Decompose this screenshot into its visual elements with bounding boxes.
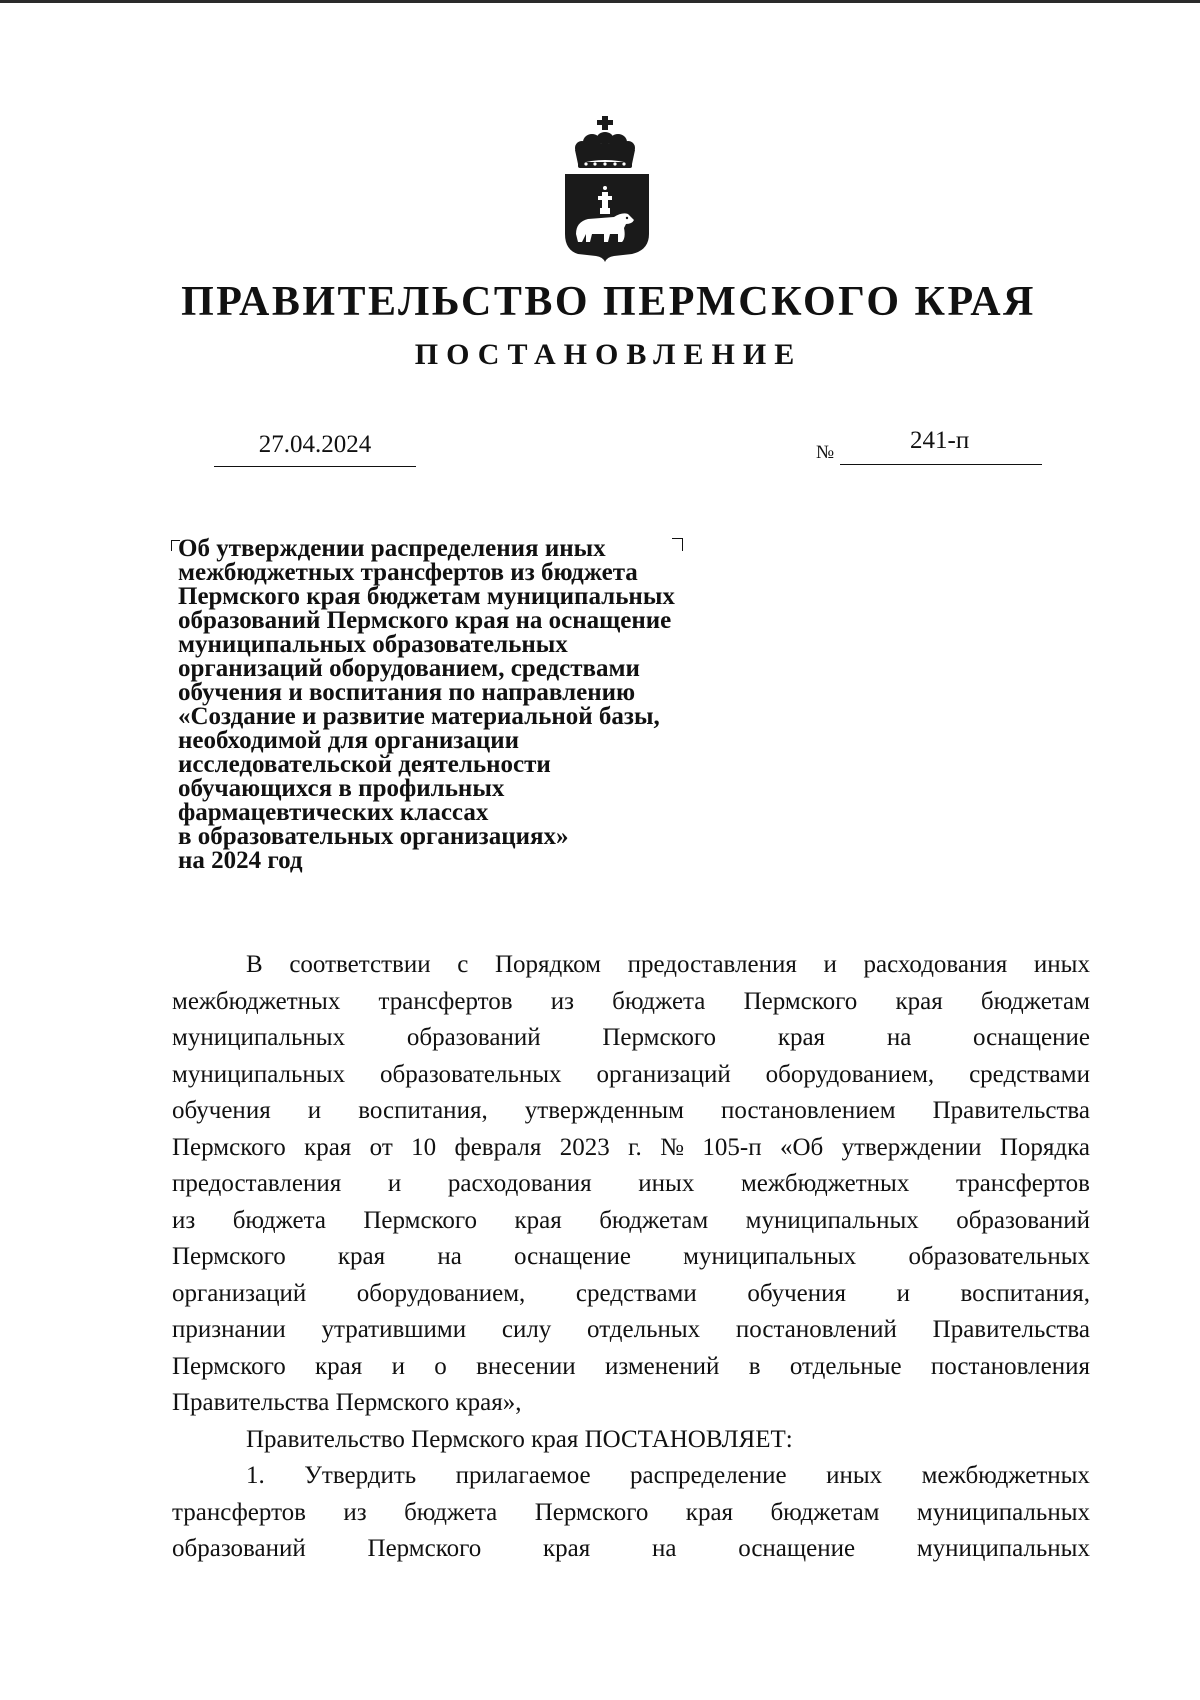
subject-line: «Создание и развитие материальной базы, xyxy=(178,703,660,730)
subject-line: образований Пермского края на оснащение xyxy=(178,607,672,634)
resolves-line: Правительство Пермского края ПОСТАНОВЛЯЕТ: xyxy=(246,1425,793,1453)
body-line: Пермского края и о внесении изменений в отдельные постановления xyxy=(172,1352,1090,1380)
subject-line: исследовательской деятельности xyxy=(178,751,551,778)
body-line: В соответствии с Порядком предоставления и расходования иных xyxy=(246,951,1090,978)
body-line: межбюджетных трансфертов из бюджета Пермского края бюджетам xyxy=(172,987,1090,1015)
subject-line: Об утверждении распределения иных xyxy=(178,535,606,562)
body-line: признании утратившими силу отдельных постановлений Правительства xyxy=(172,1316,1090,1343)
body-line: Пермского края на оснащение муниципальных образовательных xyxy=(172,1243,1090,1270)
document-number: 241-п xyxy=(910,427,970,454)
subject-line: обучения и воспитания по направлению xyxy=(178,679,636,706)
number-sign: № xyxy=(816,442,835,463)
document-date: 27.04.2024 xyxy=(214,428,416,467)
body-line: Правительства Пермского края», xyxy=(172,1389,522,1416)
subject-line: Пермского края бюджетам муниципальных xyxy=(178,583,675,610)
subject-line: муниципальных образовательных xyxy=(178,631,568,658)
body-line: муниципальных образовательных организаций оборудованием, средствами xyxy=(172,1060,1090,1088)
subject-line: необходимой для организации xyxy=(178,727,520,754)
perm-krai-coat-of-arms-icon xyxy=(562,116,652,262)
subject-line: на 2024 год xyxy=(178,847,303,874)
subject-line: обучающихся в профильных xyxy=(178,775,505,802)
subject-line: фармацевтических классах xyxy=(178,799,489,826)
document-subject xyxy=(178,537,778,873)
body-line: организаций оборудованием, средствами обучения и воспитания, xyxy=(172,1279,1090,1307)
government-name: ПРАВИТЕЛЬСТВО ПЕРМСКОГО КРАЯ xyxy=(181,279,1036,325)
body-line: обучения и воспитания, утвержденным постановлением Правительства xyxy=(172,1097,1090,1124)
item-line: образований Пермского края на оснащение муниципальных xyxy=(172,1535,1090,1562)
document-type: ПОСТАНОВЛЕНИЕ xyxy=(414,338,803,371)
document-number-field xyxy=(840,424,1042,465)
body-line: из бюджета Пермского края бюджетам муниципальных образований xyxy=(172,1206,1090,1234)
body-line: Пермского края от 10 февраля 2023 г. № 105-п «Об утверждении Порядка xyxy=(172,1133,1090,1161)
item-line: трансфертов из бюджета Пермского края бюджетам муниципальных xyxy=(172,1498,1090,1526)
subject-line: межбюджетных трансфертов из бюджета xyxy=(178,559,638,586)
body-line: муниципальных образований Пермского края на оснащение xyxy=(172,1024,1090,1051)
scan-edge-line xyxy=(0,0,1200,3)
document-body xyxy=(172,947,1090,1568)
body-line: предоставления и расходования иных межбюджетных трансфертов xyxy=(172,1170,1090,1197)
subject-line: организаций оборудованием, средствами xyxy=(178,655,640,682)
subject-line: в образовательных организациях» xyxy=(178,823,569,850)
item-line: 1. Утвердить прилагаемое распределение иных межбюджетных xyxy=(246,1462,1090,1489)
